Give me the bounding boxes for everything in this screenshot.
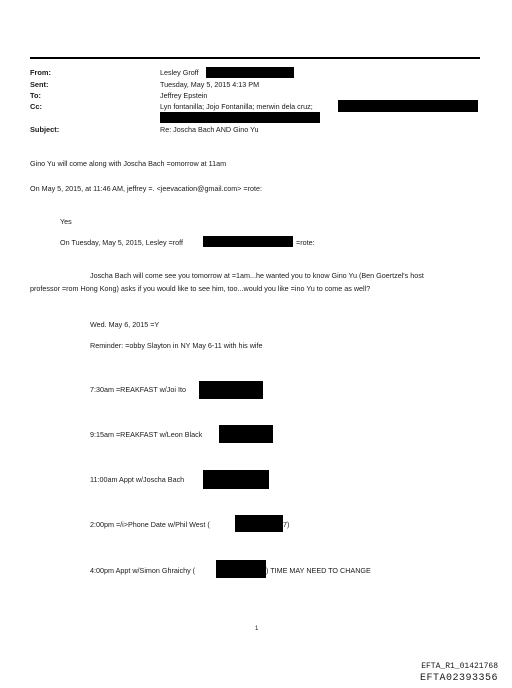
- schedule-item-4-suffix: 7): [283, 520, 290, 529]
- schedule-item-2: 9:15am =REAKFAST w/Leon Black: [90, 430, 203, 439]
- redaction-schedule-3: [203, 470, 269, 489]
- schedule-item-5-suffix: ) TIME MAY NEED TO CHANGE: [266, 566, 371, 575]
- reminder-line: Reminder: =obby Slayton in NY May 6-11 with his wife: [90, 341, 263, 350]
- cc-value: Lyn fontanilla; Jojo Fontanilla; merwin dela cruz;: [160, 102, 313, 111]
- redaction-schedule-2: [219, 425, 273, 443]
- sent-label: Sent:: [30, 80, 49, 89]
- message-paragraph-line-1: Joscha Bach will come see you tomorrow at =1am...he wanted you to know Gino Yu (Ben Goertzel's host: [90, 271, 424, 280]
- redaction-schedule-4: [235, 515, 283, 532]
- document-id-large: EFTA02393356: [419, 673, 498, 684]
- redaction-quote-email: [203, 236, 293, 247]
- message-paragraph-line-2: professor =rom Hong Kong) asks if you would like to see him, too...would you like =ino Yu to come as well?: [30, 284, 371, 293]
- from-label: From:: [30, 68, 51, 77]
- from-value: Lesley Groff: [160, 68, 199, 77]
- reply-yes: Yes: [60, 217, 72, 226]
- sent-value: Tuesday, May 5, 2015 4:13 PM: [160, 80, 260, 89]
- quote-intro-post: =rote:: [296, 238, 315, 247]
- redaction-schedule-1: [199, 381, 263, 399]
- body-line-1: Gino Yu will come along with Joscha Bach =omorrow at 11am: [30, 159, 227, 168]
- to-label: To:: [30, 91, 41, 100]
- quote-intro: [60, 238, 183, 247]
- header-top-rule: [30, 57, 480, 59]
- document-id-small: EFTA_R1_01421768: [421, 662, 498, 671]
- schedule-item-4: 2:00pm =/i>Phone Date w/Phil West (: [90, 520, 210, 529]
- redaction-from: [206, 67, 294, 78]
- subject-value: Re: Joscha Bach AND Gino Yu: [160, 125, 259, 134]
- quote-intro-pre: On Tuesday, May 5, 2015, Lesley =roff: [60, 238, 183, 247]
- body-line-2: On May 5, 2015, at 11:46 AM, jeffrey =. <jeevacation@gmail.com> =rote:: [30, 184, 262, 193]
- date-line: Wed. May 6, 2015 =Y: [90, 320, 160, 329]
- redaction-schedule-5: [216, 560, 266, 578]
- schedule-item-3: 11:00am Appt w/Joscha Bach: [90, 475, 185, 484]
- redaction-cc-1: [338, 100, 478, 112]
- cc-label: Cc:: [30, 102, 42, 111]
- subject-label: Subject:: [30, 125, 60, 134]
- to-value: Jeffrey Epstein: [160, 91, 208, 100]
- schedule-item-5: 4:00pm Appt w/Simon Ghraichy (: [90, 566, 196, 575]
- schedule-item-1: 7:30am =REAKFAST w/Joi Ito: [90, 385, 186, 394]
- redaction-cc-2: [160, 112, 320, 123]
- page-number: 1: [255, 626, 259, 632]
